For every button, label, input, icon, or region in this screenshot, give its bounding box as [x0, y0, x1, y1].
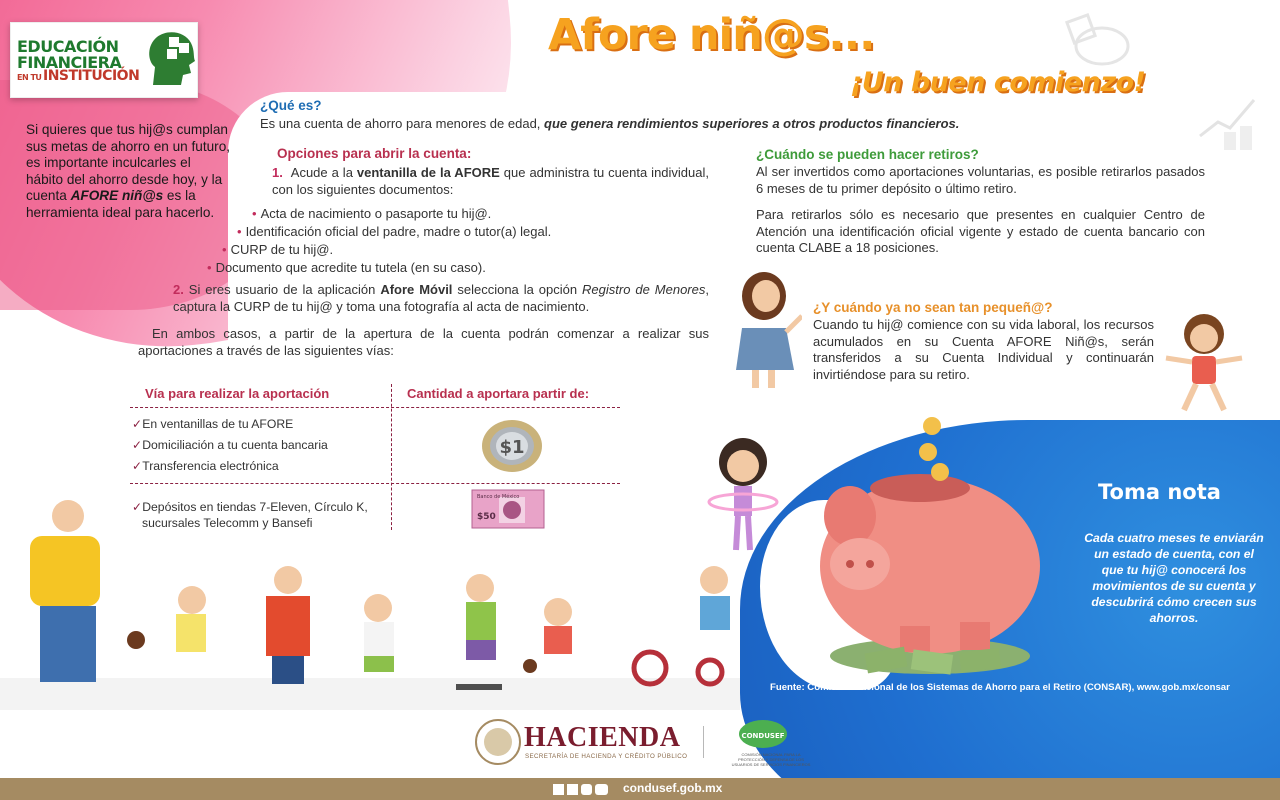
- girl-standing-illustration: [728, 268, 802, 394]
- social-icons: [553, 782, 608, 800]
- opcion-2-text-a: Si eres usuario de la aplicación: [188, 282, 381, 297]
- table-header-via: Vía para realizar la aportación: [145, 386, 330, 401]
- opcion-2-text-b: selecciona la opción: [452, 282, 583, 297]
- intro-text: [26, 122, 231, 222]
- piggy-bank-outline-icon: [1064, 12, 1134, 72]
- opcion-2-text: [173, 282, 709, 315]
- via-item-4: ✓Depósitos en tiendas 7-Eleven, Círculo K, sucursales Telecomm y Bansefi: [132, 500, 368, 530]
- piggy-bank-illustration: [810, 416, 1040, 678]
- via-item-2: ✓Domiciliación a tu cuenta bancaria: [132, 438, 328, 452]
- via-item-1: ✓En ventanillas de tu AFORE: [132, 417, 294, 431]
- document-bullet-3-text: CURP de tu hij@.: [230, 242, 334, 257]
- logo-line-3-small: EN TU: [17, 73, 42, 82]
- money-pile-icon: [860, 640, 1010, 678]
- table-header-divider: [130, 407, 620, 408]
- toma-nota-text: Cada cuatro meses te enviarán un estado de cuenta, con el que tu hij@ conocerá los movimientos de su cuenta y descubrirá cómo crecen sus ahorros.: [1084, 531, 1264, 625]
- que-es-heading: ¿Qué es?: [260, 98, 322, 113]
- ambos-casos-text: En ambos casos, a partir de la apertura de la cuenta podrán comenzar a realizar sus aportaciones a través de las siguientes vías:: [138, 326, 709, 358]
- intro-bold: AFORE niñ@s: [70, 188, 164, 204]
- opcion-2-text-c: , captura la CURP de tu hij@ y toma una fotografía al acta de nacimiento.: [173, 282, 709, 314]
- children-playing-illustration: [0, 500, 740, 710]
- opcion-1-text-a: Acude a la: [290, 165, 357, 180]
- toma-nota-heading: Toma nota: [1098, 480, 1221, 504]
- document-bullet-1: • Acta de nacimiento o pasaporte tu hij@.: [252, 206, 492, 221]
- opcion-1-text: [272, 165, 709, 198]
- pequenos-heading: ¿Y cuándo ya no sean tan pequeñ@?: [813, 300, 1053, 315]
- via-item-1-text: En ventanillas de tu AFORE: [142, 417, 294, 431]
- coin-amount-label: $1: [499, 437, 525, 458]
- que-es-text-a: Es una cuenta de ahorro para menores de edad,: [260, 116, 545, 131]
- opciones-heading: Opciones para abrir la cuenta:: [277, 146, 472, 161]
- opcion-2-italic: Registro de Menores: [582, 282, 706, 297]
- condusef-subtitle: COMISIÓN NACIONAL PARA LA PROTECCIÓN Y DEFENSA DE LOS USUARIOS DE SERVICIOS FINANCIEROS: [731, 752, 811, 767]
- que-es-bold: que genera rendimientos superiores a otros productos financieros.: [544, 116, 960, 131]
- opcion-2-number: 2.: [173, 282, 184, 297]
- document-bullet-4-text: Documento que acredite tu tutela (en su caso).: [215, 260, 486, 275]
- retiros-paragraph-2: Para retirarlos sólo es necesario que presentes en cualquier Centro de Atención una identificación oficial vigente y estado de cuenta bancario con cuenta CLABE a 18 posiciones.: [756, 207, 1205, 255]
- condusef-url-link[interactable]: condusef.gob.mx: [623, 781, 723, 795]
- via-item-4-line-1: Depósitos en tiendas 7-Eleven, Círculo K,: [142, 500, 368, 514]
- intro-part-2: es la herramienta ideal para hacerlo.: [26, 188, 215, 220]
- document-bullet-2-text: Identificación oficial del padre, madre o tutor(a) legal.: [245, 224, 552, 239]
- boy-jumping-illustration: [1162, 306, 1246, 416]
- instagram-icon[interactable]: [581, 784, 592, 795]
- facebook-icon[interactable]: [553, 784, 564, 795]
- document-bullet-1-text: Acta de nacimiento o pasaporte tu hij@.: [260, 206, 492, 221]
- intro-part-1: Si quieres que tus hij@s cumplan sus metas de ahorro en un futuro, es importante inculcarles el hábito del ahorro desde hoy, y la cuenta: [26, 122, 231, 204]
- pequenos-text: Cuando tu hij@ comience con su vida laboral, los recursos acumulados en su Cuenta AFORE Niñ@s, serán transferidos a su Cuenta Individual y continuarán invirtiéndose para su retiro.: [813, 317, 1154, 382]
- one-peso-coin-icon: [478, 418, 546, 474]
- mexico-coat-of-arms-icon: [474, 716, 522, 768]
- table-group-divider: [130, 483, 620, 484]
- youtube-icon[interactable]: [595, 784, 608, 795]
- via-item-3: ✓Transferencia electrónica: [132, 459, 279, 473]
- logo-line-3-big: INSTITUCIÓN: [43, 68, 140, 84]
- growth-chart-icon: [1196, 92, 1260, 154]
- bill-amount-label: $50: [477, 512, 496, 522]
- footer-divider: [703, 726, 704, 758]
- retiros-paragraph-1: Al ser invertidos como aportaciones voluntarias, es posible retirarlos pasados 6 meses de tu primer depósito o último retiro.: [756, 164, 1205, 196]
- logo-line-2: FINANCIERA: [17, 53, 122, 72]
- bill-header-label: Banco de México: [477, 494, 520, 500]
- document-bullet-4: • Documento que acredite tu tutela (en su caso).: [207, 260, 486, 275]
- document-bullet-3: • CURP de tu hij@.: [222, 242, 334, 257]
- hacienda-logo-text: HACIENDA: [524, 722, 681, 753]
- table-header-cantidad: Cantidad a aportara partir de:: [407, 386, 590, 401]
- via-item-4-line-2: sucursales Telecomm y Bansefi: [142, 516, 313, 530]
- opcion-1-number: 1.: [272, 165, 283, 180]
- opcion-2-bold: Afore Móvil: [380, 282, 453, 297]
- hacienda-subtitle: SECRETARÍA DE HACIENDA Y CRÉDITO PÚBLICO: [525, 753, 688, 760]
- retiros-heading: ¿Cuándo se pueden hacer retiros?: [756, 147, 979, 162]
- logo-line-1: EDUCACIÓN: [17, 37, 119, 56]
- head-puzzle-icon: [145, 27, 199, 89]
- document-bullet-2: • Identificación oficial del padre, madre o tutor(a) legal.: [237, 224, 552, 239]
- via-item-2-text: Domiciliación a tu cuenta bancaria: [142, 438, 328, 452]
- que-es-text: [260, 116, 1000, 133]
- opcion-1-text-b: que administra tu cuenta individual, con los siguientes documentos:: [272, 165, 709, 197]
- main-title: Afore niñ@s...: [548, 10, 875, 60]
- fuente-text: Fuente: Comisión Nacional de los Sistemas de Ahorro para el Retiro (CONSAR), www.gob.mx/consar: [770, 682, 1230, 693]
- opcion-1-bold: ventanilla de la AFORE: [356, 165, 500, 180]
- condusef-logo-icon: [736, 718, 790, 750]
- sub-title: ¡Un buen comienzo!: [850, 67, 1146, 98]
- condusef-logo-label: CONDUSEF: [741, 732, 785, 740]
- via-item-3-text: Transferencia electrónica: [142, 459, 279, 473]
- educacion-financiera-logo: [10, 22, 198, 98]
- twitter-icon[interactable]: [567, 784, 578, 795]
